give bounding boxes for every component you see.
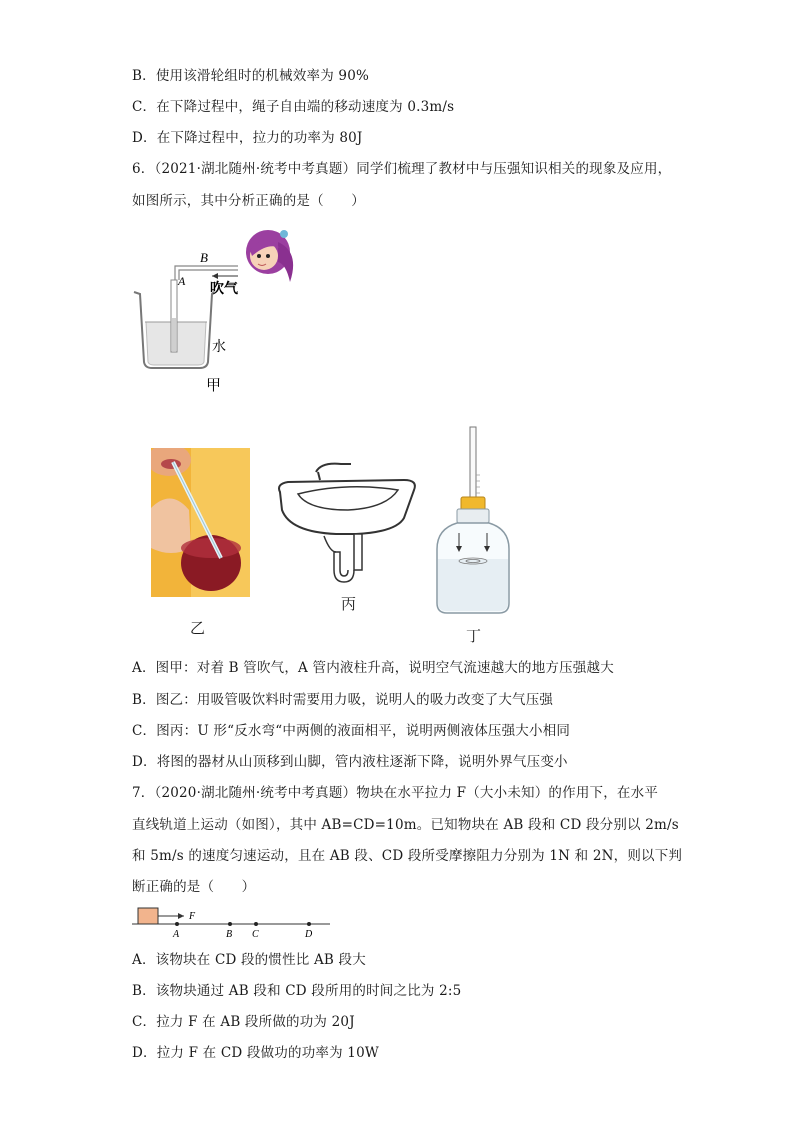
q7-option-a: A．该物块在 CD 段的惯性比 AB 段大 <box>132 952 366 968</box>
q7-option-b: B．该物块通过 AB 段和 CD 段所用的时间之比为 2:5 <box>132 983 462 999</box>
figure-yi-caption: 乙 <box>190 619 206 637</box>
q6-option-a: A．图甲：对着 B 管吹气，A 管内液柱升高，说明空气流速越大的地方压强越大 <box>132 660 614 676</box>
q6-stem-line1: 6．（2021·湖北随州·统考中考真题）同学们梳理了教材中与压强知识相关的现象及应用， <box>132 161 672 177</box>
tube-a-label: A <box>178 274 186 288</box>
figure-bing-sink-trap <box>276 460 426 585</box>
figure-jia-caption: 甲 <box>206 376 222 394</box>
point-a-label: A <box>173 929 180 940</box>
water-label: 水 <box>212 339 226 355</box>
girl-head-icon <box>246 230 293 282</box>
figure-bing-caption: 丙 <box>341 595 357 613</box>
q5-option-d: D．在下降过程中，拉力的功率为 80J <box>132 130 363 146</box>
q6-stem-line2: 如图所示，其中分析正确的是（ ） <box>132 193 365 209</box>
block-icon <box>138 908 158 924</box>
tube-b-label: B <box>200 250 208 265</box>
blow-label: 吹气 <box>210 281 238 297</box>
figure-ding-caption: 丁 <box>466 627 482 645</box>
figure-yi-straw-photo <box>151 448 250 597</box>
q7-option-c: C．拉力 F 在 AB 段所做的功为 20J <box>132 1014 355 1030</box>
force-label: F <box>189 911 196 922</box>
q6-option-b: B．图乙：用吸管吸饮料时需要用力吸，说明人的吸力改变了大气压强 <box>132 692 554 708</box>
q6-option-c: C．图丙：U 形“反水弯“中两侧的液面相平，说明两侧液体压强大小相同 <box>132 723 571 739</box>
point-c-label: C <box>252 929 259 940</box>
q7-stem-line4: 断正确的是（ ） <box>132 879 256 895</box>
figure-q7-track <box>130 904 340 940</box>
point-d-label: D <box>305 929 313 940</box>
q7-stem-line1: 7．（2020·湖北随州·统考中考真题）物块在水平拉力 F（大小未知）的作用下，在水平 <box>132 785 659 801</box>
q6-option-d: D．将图的器材从山顶移到山脚，管内液柱逐渐下降，说明外界气压变小 <box>132 754 568 770</box>
q5-option-b: B．使用该滑轮组时的机械效率为 90% <box>132 68 370 84</box>
point-b-label: B <box>226 929 233 940</box>
q7-stem-line3: 和 5m/s 的速度匀速运动，且在 AB 段、CD 段所受摩擦阻力分别为 1N 和 2N，则以下判 <box>132 848 683 864</box>
q5-option-c: C．在下降过程中，绳子自由端的移动速度为 0.3m/s <box>132 99 455 115</box>
q7-stem-line2: 直线轨道上运动（如图），其中 AB=CD=10m。已知物块在 AB 段和 CD 段分别以 2m/s <box>132 817 679 833</box>
q7-option-d: D．拉力 F 在 CD 段做功的功率为 10W <box>132 1045 379 1061</box>
figure-ding-barometer-bottle <box>433 425 518 620</box>
figure-jia-beaker-blowing <box>128 222 308 397</box>
